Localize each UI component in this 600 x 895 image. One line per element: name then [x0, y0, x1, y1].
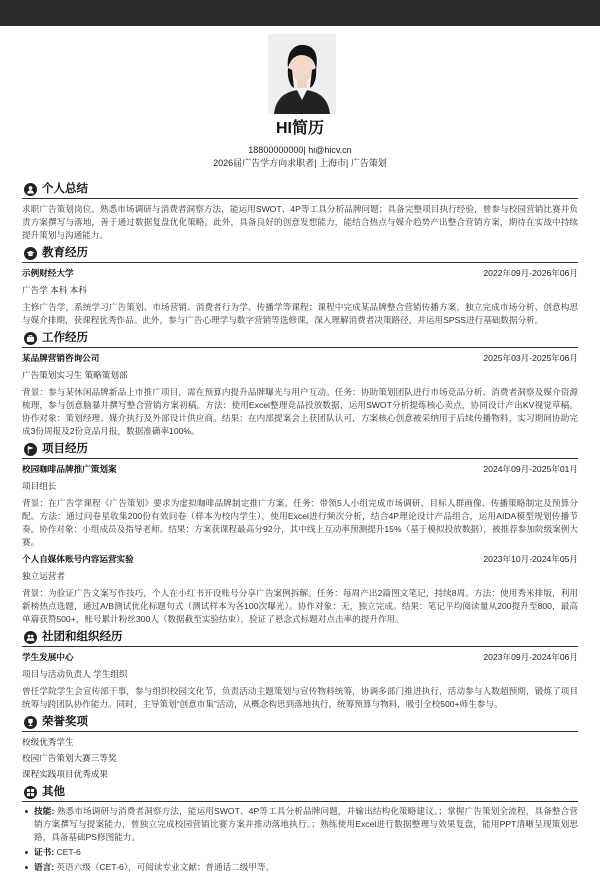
company-name: 某品牌营销咨询公司	[22, 353, 100, 363]
summary-text: 求职广告策划岗位。熟悉市场调研与消费者洞察方法，能运用SWOT、4P等工具分析品牌问题；具备完整项目执行经验，曾参与校园营销比赛并负责方案撰写与落地，善于通过数据复盘优化策略。此外，具备良好的创意发想能力，能结合热点与媒介趋势产出整合营销方案，期待在实战中持续提升策划与沟通能力。	[22, 204, 578, 240]
item-label: 语言:	[34, 862, 55, 872]
honor-item: 课程实践项目优秀成果	[22, 769, 108, 779]
campus-description: 曾任学院学生会宣传部干事，参与组织校园文化节，负责活动主题策划与宣传物料统筹，协调多部门推进执行，活动参与人数超预期，锻炼了项目统筹与跨团队协作能力。同时，主导策划“创意市集”活动，从概念构思到落地执行，统筹预算与物料，吸引全校500+师生参与。	[22, 686, 578, 709]
section-summary-header	[22, 180, 578, 199]
section-title: 其他	[42, 786, 65, 798]
section-other-header	[22, 783, 578, 802]
job-title: 广告策划实习生 策略策划部	[22, 370, 128, 380]
project-role: 项目组长	[22, 481, 57, 491]
item-text: 英语六级（CET-6），可阅读专业文献；普通话二级甲等。	[56, 862, 275, 872]
project-name: 校园咖啡品牌推广策划案	[22, 464, 117, 474]
resume-body	[22, 178, 578, 874]
section-work-header	[22, 329, 578, 348]
section-divider	[22, 347, 578, 348]
section-title: 工作经历	[42, 332, 88, 344]
flag-icon	[24, 443, 37, 456]
honor-item: 校园广告策划大赛三等奖	[22, 753, 117, 763]
section-divider	[22, 801, 578, 802]
section-divider	[22, 198, 578, 199]
candidate-name: HI简历	[275, 120, 324, 137]
project-description: 背景：为验证广告文案写作技巧，个人在小红书开设账号分享广告案例拆解。任务：每周产出2篇图文笔记，持续8周。方法：使用秀米排版，利用新榜热点选题，通过A/B测试优化标题句式（测试样本为各100次曝光）。协作对象：无，独立完成。结果：笔记平均阅读量从200提升至800，最高单篇获赞500+，账号累计粉丝300人（数据截至实验结束），验证了悬念式标题对点击率的提升作用。	[22, 588, 578, 624]
section-divider	[22, 731, 578, 732]
date-range: 2024年09月-2025年01月	[483, 464, 578, 474]
section-projects-header	[22, 440, 578, 459]
date-range: 2022年09月-2026年06月	[483, 268, 578, 278]
section-campus-header	[22, 628, 578, 647]
list-item	[22, 861, 578, 874]
section-education-header	[22, 244, 578, 263]
header	[0, 118, 600, 170]
briefcase-icon	[24, 332, 37, 345]
job-intent: 2026届广告学方向求职者| 上海市| 广告策划	[213, 158, 387, 168]
section-title: 荣誉奖项	[42, 716, 88, 728]
date-range: 2025年03月-2025年06月	[483, 353, 578, 363]
project-entry	[22, 463, 578, 476]
item-label: 证书:	[34, 847, 55, 857]
section-divider	[22, 646, 578, 647]
contact-info: 18800000000| hi@hicv.cn	[248, 145, 352, 155]
education-entry	[22, 267, 578, 280]
work-entry	[22, 352, 578, 365]
grid-icon	[24, 786, 37, 799]
organization-name: 学生发展中心	[22, 652, 74, 662]
section-title: 个人总结	[42, 183, 88, 195]
honor-item: 校级优秀学生	[22, 737, 74, 747]
top-bar	[0, 0, 600, 26]
user-icon	[24, 183, 37, 196]
project-role: 独立运营者	[22, 571, 65, 581]
item-text: CET-6	[56, 847, 81, 857]
trophy-icon	[24, 716, 37, 729]
item-text: 熟悉市场调研与消费者洞察方法，能运用SWOT、4P等工具分析品牌问题，并输出结构化策略建议。；掌握广告策划全流程，具备整合营销方案撰写与提案能力，曾独立完成校园营销比赛方案并推动落地执行。；熟练使用Excel进行数据整理与效果复盘，能用PPT清晰呈现策划思路，具备基础PS修图能力。	[34, 806, 578, 842]
work-description: 背景：参与某休闲品牌新品上市推广项目，需在预算内提升品牌曝光与用户互动。任务：协助策划团队进行市场竞品分析、消费者洞察及媒介资源梳理，参与创意脑暴并撰写整合营销方案初稿。方法：使用Excel整理竞品投放数据，运用SWOT分析提炼核心卖点，协同设计产出KV视觉草稿。协作对象：策划经理、媒介执行及外部设计供应商。结果：在内部提案会上获团队认可，方案核心创意被采纳用于后续传播物料，实习期间协助完成3份周报及2份竞品月报，数据准确率100%。	[22, 387, 578, 436]
section-divider	[22, 262, 578, 263]
section-title: 社团和组织经历	[42, 631, 123, 643]
school-name: 示例财经大学	[22, 268, 74, 278]
list-item	[22, 846, 578, 859]
campus-entry	[22, 651, 578, 664]
section-honors-header	[22, 713, 578, 732]
item-label: 技能:	[34, 806, 55, 816]
organization-role: 项目与活动负责人 学生组织	[22, 669, 128, 679]
graduation-cap-icon	[24, 247, 37, 260]
education-description: 主修广告学，系统学习广告策划、市场营销、消费者行为学、传播学等课程；课程中完成某品牌整合营销传播方案，独立完成市场分析、创意构思与媒介排期，获课程优秀作品。此外，参与广告心理学与数字营销等选修课，深入理解消费者决策路径，并运用SPSS进行基础数据分析。	[22, 302, 578, 325]
other-list	[22, 805, 578, 874]
list-item	[22, 805, 578, 844]
section-title: 项目经历	[42, 443, 88, 455]
profile-photo	[268, 34, 336, 114]
section-divider	[22, 458, 578, 459]
project-name: 个人自媒体账号内容运营实验	[22, 554, 134, 564]
degree: 广告学 本科 本科	[22, 285, 87, 295]
project-entry	[22, 553, 578, 566]
date-range: 2023年10月-2024年05月	[483, 554, 578, 564]
people-icon	[24, 631, 37, 644]
project-description: 背景：在广告学课程《广告策划》要求为虚拟咖啡品牌制定推广方案。任务：带领5人小组完成市场调研、目标人群画像、传播策略制定及预算分配。方法：通过问卷星收集200份有效问卷（样本为校内学生），使用Excel进行频次分析，结合4P理论设计产品组合，运用AIDA模型规划传播节奏。协作对象：小组成员及指导老师。结果：方案获课程最高分92分，其中线上互动率预测提升15%（基于模拟投放数据），被推荐参加院级案例大赛。	[22, 498, 578, 547]
date-range: 2023年09月-2024年06月	[483, 652, 578, 662]
section-title: 教育经历	[42, 247, 88, 259]
